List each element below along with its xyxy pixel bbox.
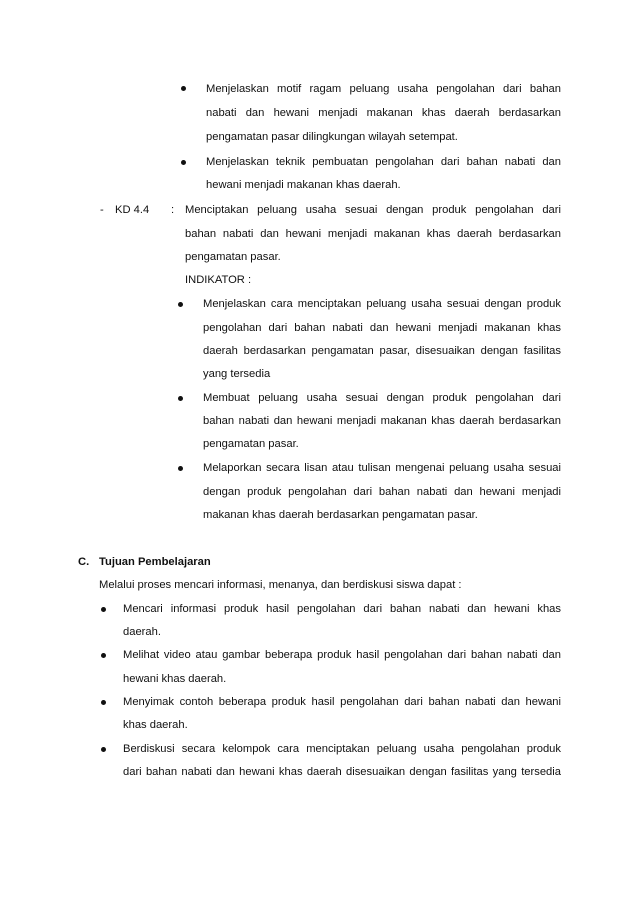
indikator-2-line-2: bahan nabati dan hewani menjadi makanan khas daerah berdasarkan <box>203 415 561 427</box>
bullet-icon <box>178 466 183 471</box>
bullet-icon <box>101 700 106 705</box>
kd-line-2: bahan nabati dan hewani menjadi makanan khas daerah berdasarkan <box>185 228 561 240</box>
indikator-3-line-1: Melaporkan secara lisan atau tulisan mengenai peluang usaha sesuai <box>203 462 561 474</box>
indikator-1-line-1: Menjelaskan cara menciptakan peluang usaha sesuai dengan produk <box>203 298 561 310</box>
kd-colon: : <box>171 204 175 216</box>
tujuan-4-line-1: Berdiskusi secara kelompok cara menciptakan peluang usaha pengolahan produk <box>123 743 561 755</box>
top-bullet-1-line-1: Menjelaskan motif ragam peluang usaha pengolahan dari bahan <box>206 83 561 95</box>
bullet-icon <box>181 86 186 91</box>
kd-code: KD 4.4 <box>115 204 150 216</box>
section-intro: Melalui proses mencari informasi, menanya, dan berdiskusi siswa dapat : <box>99 579 462 591</box>
bullet-icon <box>178 396 183 401</box>
bullet-icon <box>101 607 106 612</box>
tujuan-1-line-2: daerah. <box>123 626 161 638</box>
kd-line-3: pengamatan pasar. <box>185 251 281 263</box>
indikator-1-line-4: yang tersedia <box>203 368 271 380</box>
kd-line-1: Menciptakan peluang usaha sesuai dengan produk pengolahan dari <box>185 204 561 216</box>
tujuan-2-line-1: Melihat video atau gambar beberapa produk hasil pengolahan dari bahan nabati dan <box>123 649 561 661</box>
indikator-3-line-3: makanan khas daerah berdasarkan pengamatan pasar. <box>203 509 478 521</box>
bullet-icon <box>101 653 106 658</box>
top-bullet-1-line-2: nabati dan hewani menjadi makanan khas daerah berdasarkan <box>206 107 561 119</box>
tujuan-3-line-1: Menyimak contoh beberapa produk hasil pengolahan dari bahan nabati dan hewani <box>123 696 561 708</box>
bullet-icon <box>101 747 106 752</box>
indikator-1-line-3: daerah berdasarkan pengamatan pasar, disesuaikan dengan fasilitas <box>203 345 561 357</box>
top-bullet-2-line-2: hewani menjadi makanan khas daerah. <box>206 179 401 191</box>
indikator-1-line-2: pengolahan dari bahan nabati dan hewani menjadi makanan khas <box>203 322 561 334</box>
indikator-2-line-1: Membuat peluang usaha sesuai dengan produk pengolahan dari <box>203 392 561 404</box>
kd-dash: - <box>100 204 104 216</box>
section-letter: C. <box>78 556 90 568</box>
indikator-label: INDIKATOR : <box>185 274 252 286</box>
indikator-2-line-3: pengamatan pasar. <box>203 438 299 450</box>
indikator-3-line-2: dengan produk pengolahan dari bahan nabati dan hewani menjadi <box>203 486 561 498</box>
tujuan-2-line-2: hewani khas daerah. <box>123 673 227 685</box>
tujuan-4-line-2: dari bahan nabati dan hewani khas daerah disesuaikan dengan fasilitas yang tersedia <box>123 766 561 778</box>
tujuan-3-line-2: khas daerah. <box>123 719 188 731</box>
top-bullet-1-line-3: pengamatan pasar dilingkungan wilayah setempat. <box>206 131 458 143</box>
section-title: Tujuan Pembelajaran <box>99 556 211 568</box>
tujuan-1-line-1: Mencari informasi produk hasil pengolahan dari bahan nabati dan hewani khas <box>123 603 561 615</box>
top-bullet-2-line-1: Menjelaskan teknik pembuatan pengolahan dari bahan nabati dan <box>206 156 561 168</box>
bullet-icon <box>181 160 186 165</box>
bullet-icon <box>178 302 183 307</box>
